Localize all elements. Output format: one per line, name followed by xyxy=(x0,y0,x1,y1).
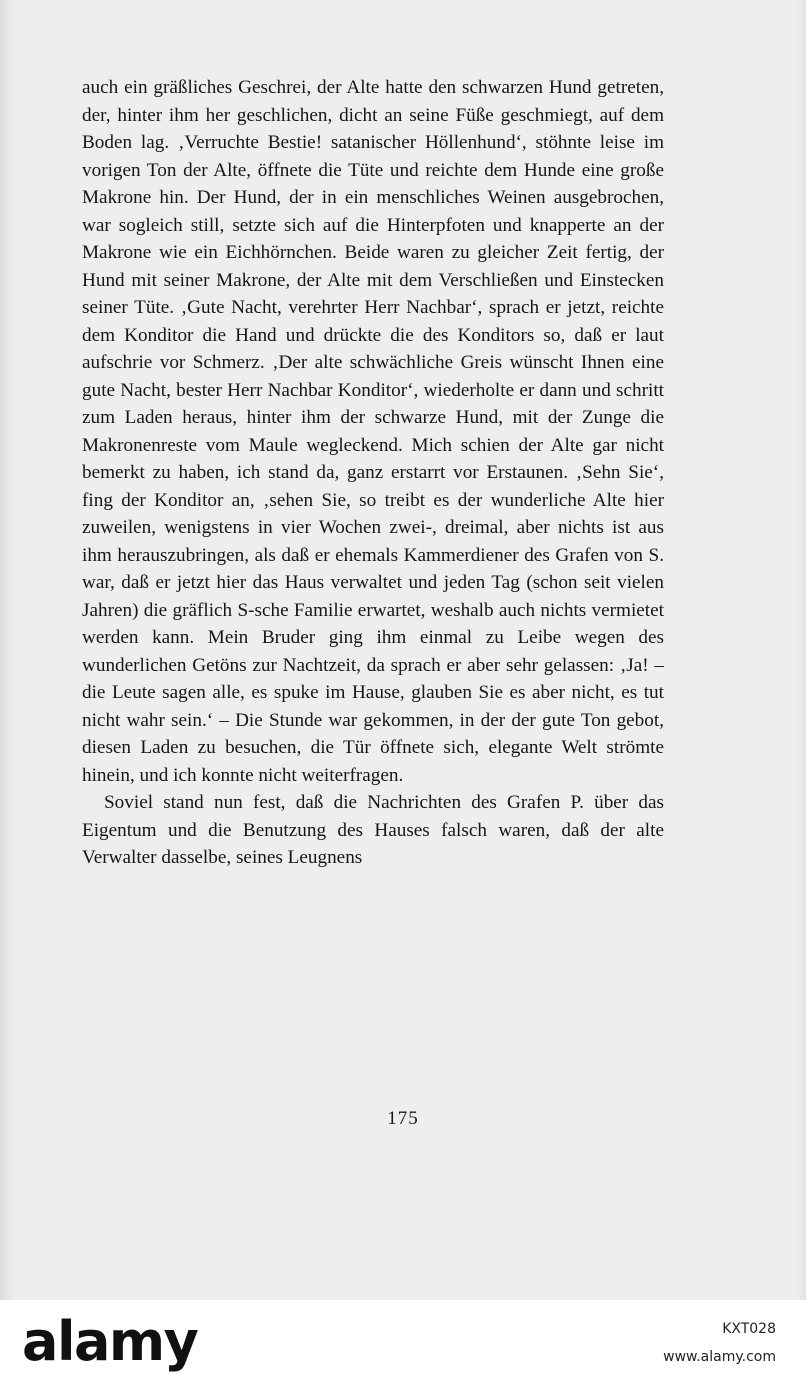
alamy-logo: alamy xyxy=(22,1310,198,1373)
body-text xyxy=(82,74,664,872)
page-number: 175 xyxy=(387,1108,419,1129)
site-url-label: www.alamy.com xyxy=(663,1349,776,1365)
paragraph-1: auch ein gräßliches Geschrei, der Alte hatte den schwarzen Hund getreten, der, hinter ihm her geschlichen, dicht an seine Füße geschmiegt, auf dem Boden lag. ‚Verruchte Bestie! satanischer Höllenhund‘, stöhnte leise im vorigen Ton der Alte, öffnete die Tüte und reichte dem Hunde eine große Makrone hin. Der Hund, der in ein menschliches Weinen ausgebrochen, war sogleich still, setzte sich auf die Hinterpfoten und knapperte an der Makrone wie ein Eichhörnchen. Beide waren zu gleicher Zeit fertig, der Hund mit seiner Makrone, der Alte mit dem Verschließen und Einstecken seiner Tüte. ‚Gute Nacht, verehrter Herr Nachbar‘, sprach er jetzt, reichte dem Konditor die Hand und drückte die des Konditors so, daß er laut aufschrie vor Schmerz. ‚Der alte schwächliche Greis wünscht Ihnen eine gute Nacht, bester Herr Nachbar Konditor‘, wiederholte er dann und schritt zum Laden heraus, hinter ihm der schwarze Hund, mit der Zunge die Makronenreste vom Maule wegleckend. Mich schien der Alte gar nicht bemerkt zu haben, ich stand da, ganz erstarrt vor Erstaunen. ‚Sehn Sie‘, fing der Konditor an, ‚sehen Sie, so treibt es der wunderliche Alte hier zuweilen, wenigstens in vier Wochen zwei-, dreimal, aber nichts ist aus ihm herauszubringen, als daß er ehemals Kammerdiener des Grafen von S. war, daß er jetzt hier das Haus verwaltet und jeden Tag (schon seit vielen Jahren) die gräflich S-sche Familie erwartet, weshalb auch nichts vermietet werden kann. Mein Bruder ging ihm einmal zu Leibe wegen des wunderlichen Getöns zur Nachtzeit, da sprach er aber sehr gelassen: ‚Ja! – die Leute sagen alle, es spuke im Hause, glauben Sie es aber nicht, es tut nicht wahr sein.‘ – Die Stunde war gekommen, in der der gute Ton gebot, diesen Laden zu besuchen, die Tür öffnete sich, elegante Welt strömte hinein, und ich konnte nicht weiterfragen. xyxy=(82,77,664,786)
image-id-label: KXT028 xyxy=(722,1321,776,1337)
paragraph-2: Soviel stand nun fest, daß die Nachrichten des Grafen P. über das Eigentum und die Benutzung des Hauses falsch waren, daß der alte Verwalter dasselbe, seines Leugnens xyxy=(82,792,664,868)
